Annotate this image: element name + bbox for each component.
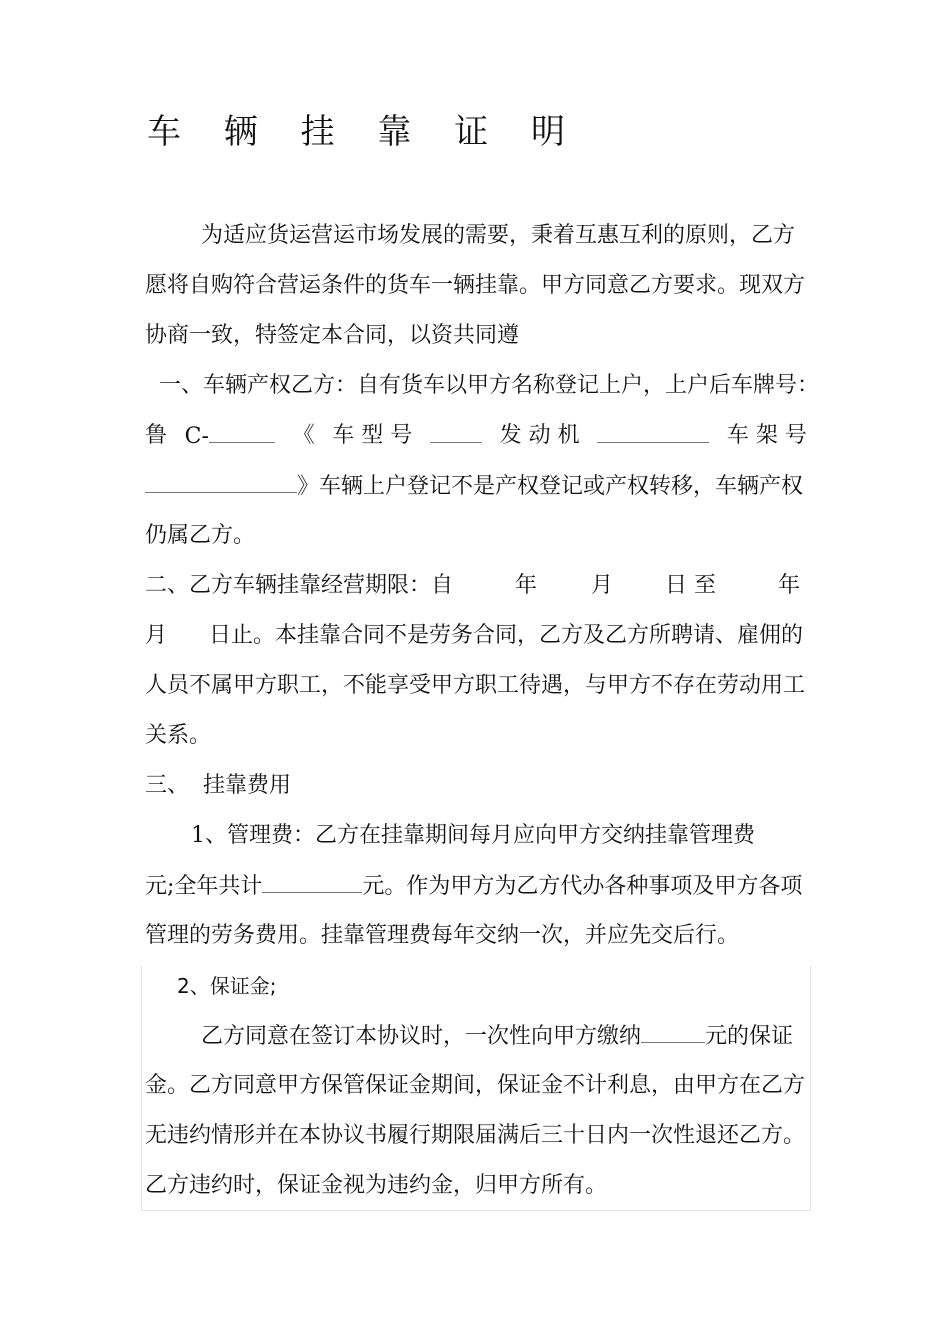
engine-blank[interactable] xyxy=(597,422,709,443)
model-label: 车 型 号 xyxy=(332,423,413,448)
section1-line-3 xyxy=(145,472,807,500)
section2-line-4: 关系。 xyxy=(145,723,212,748)
section2-line-2 xyxy=(145,622,807,650)
deposit-amount-blank[interactable] xyxy=(641,1022,705,1043)
annual-fee-blank[interactable] xyxy=(262,872,362,893)
fee-line-1: 1、管理费：乙方在挂靠期间每月应向甲方交纳挂靠管理费 xyxy=(191,823,755,848)
intro-line-1: 为适应货运营运市场发展的需要，秉着互惠互利的原则，乙方 xyxy=(201,223,796,248)
model-blank[interactable] xyxy=(430,422,482,443)
section2-line-3: 人员不属甲方职工，不能享受甲方职工待遇，与甲方不存在劳动用工 xyxy=(145,673,806,698)
start-day-to-label: 日 至 xyxy=(665,573,717,598)
section3-heading xyxy=(145,772,807,800)
fee-line-3: 管理的劳务费用。挂靠管理费每年交纳一次，并应先交后行。 xyxy=(145,923,740,948)
end-month-label: 月 xyxy=(145,623,168,648)
fee-line-2 xyxy=(145,872,807,900)
section1-line-1: 一、车辆产权乙方：自有货车以甲方名称登记上户，上户后车牌号： xyxy=(159,373,820,398)
start-year-label: 年 xyxy=(515,573,538,598)
deposit-line-4: 乙方违约时，保证金视为违约金，归甲方所有。 xyxy=(145,1173,608,1198)
section2-line-2-text: 日止。本挂靠合同不是劳务合同，乙方及乙方所聘请、雇佣的 xyxy=(209,623,804,648)
plate-number-blank[interactable] xyxy=(209,422,275,443)
intro-line-3: 协商一致，特签定本合同，以资共同遵 xyxy=(145,323,520,348)
fee-line-2b: 元。作为甲方为乙方代办各种事项及甲方各项 xyxy=(362,874,803,899)
section3-number: 三、 xyxy=(145,773,190,798)
fee-line-2a: 元;全年共计 xyxy=(145,874,263,899)
deposit-line-1 xyxy=(145,1022,807,1050)
deposit-line-1b: 元的保证 xyxy=(705,1024,794,1049)
plate-code: C- xyxy=(184,424,209,449)
section3-title: 挂靠费用 xyxy=(203,773,292,798)
start-month-label: 月 xyxy=(591,573,614,598)
section1-line-4: 仍属乙方。 xyxy=(145,523,256,548)
section2-head: 二、乙方车辆挂靠经营期限：自 xyxy=(145,573,454,598)
end-year-label: 年 xyxy=(778,573,801,598)
bracket-open: 《 xyxy=(292,423,315,448)
engine-label: 发 动 机 xyxy=(499,423,580,448)
deposit-heading: 2、保证金; xyxy=(177,974,277,998)
deposit-line-3: 无违约情形并在本协议书履行期限届满后三十日内一次性退还乙方。 xyxy=(145,1123,806,1148)
deposit-line-1a: 乙方同意在签订本协议时，一次性向甲方缴纳 xyxy=(201,1024,642,1049)
document-title: 车 辆 挂 靠 证 明 xyxy=(147,112,582,152)
frame-label: 车 架 号 xyxy=(726,423,807,448)
intro-line-2: 愿将自购符合营运条件的货车一辆挂靠。甲方同意乙方要求。现双方 xyxy=(145,273,806,298)
frame-number-blank[interactable] xyxy=(145,472,297,493)
plate-prefix: 鲁 xyxy=(145,423,168,448)
section1-line-3-text: 》车辆上户登记不是产权登记或产权转移，车辆产权 xyxy=(297,474,804,499)
deposit-line-2: 金。乙方同意甲方保管保证金期间，保证金不计利息，由甲方在乙方 xyxy=(145,1073,806,1098)
section2-line-1 xyxy=(145,572,807,600)
section1-plate-line xyxy=(145,422,807,450)
